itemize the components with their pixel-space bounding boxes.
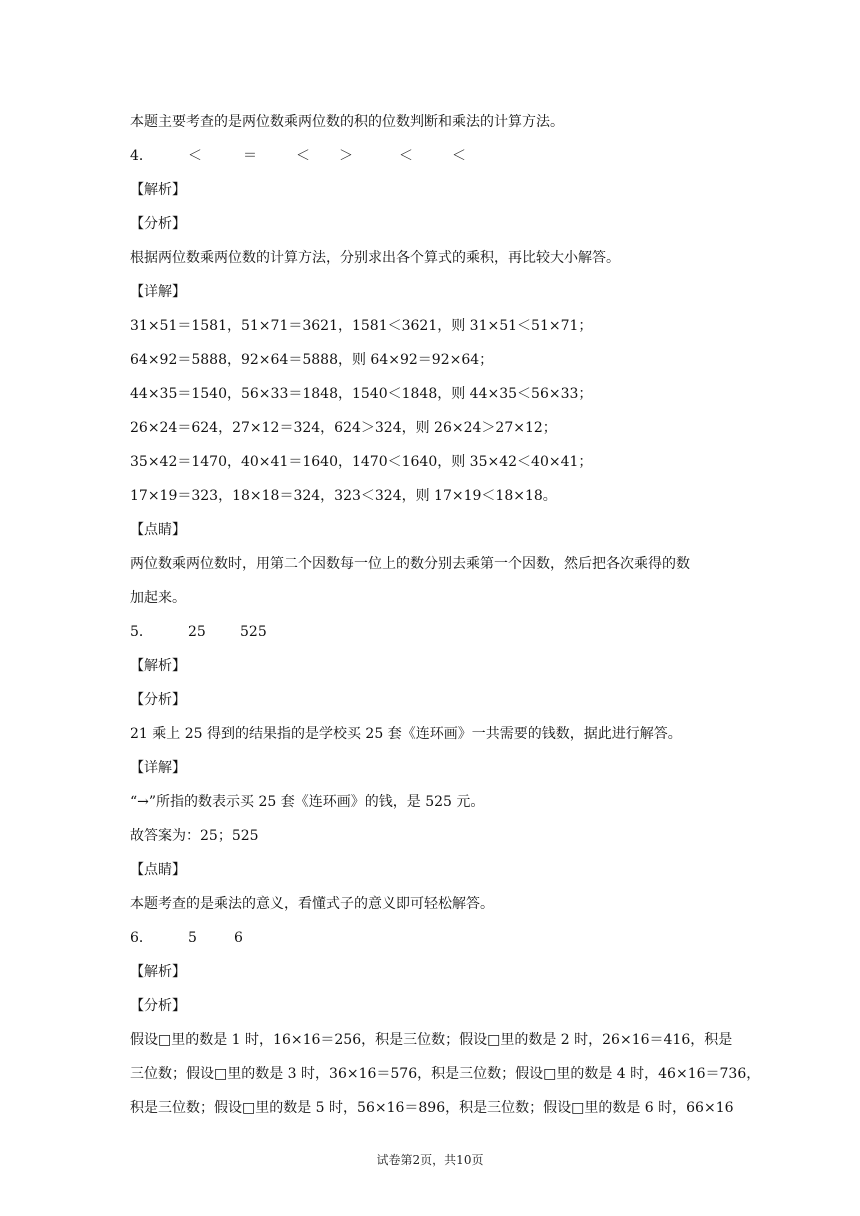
section-heading: 【详解】 (130, 760, 186, 776)
answer-value: 5 (188, 930, 197, 946)
answer-value: 6 (234, 930, 243, 946)
section-heading: 【解析】 (130, 964, 186, 980)
text-line: 故答案为：25；525 (130, 828, 259, 844)
text-line: 26×24＝624，27×12＝324，624＞324，则 26×24＞27×12； (130, 420, 557, 436)
text-line: 本题主要考查的是两位数乘两位数的积的位数判断和乘法的计算方法。 (130, 114, 564, 130)
answer-symbol: ＝ (243, 148, 257, 164)
answer-symbol: ＜ (188, 148, 202, 164)
text-line: 本题考查的是乘法的意义，看懂式子的意义即可轻松解答。 (130, 896, 494, 912)
answer-value: 525 (240, 624, 267, 640)
text-line: 64×92＝5888，92×64＝5888，则 64×92＝92×64； (130, 352, 494, 368)
question-6-answers (130, 928, 736, 948)
section-heading: 【分析】 (130, 998, 186, 1014)
answer-symbol: ＞ (339, 148, 353, 164)
text-line: “→”所指的数表示买 25 套《连环画》的钱，是 525 元。 (130, 794, 485, 810)
section-heading: 【解析】 (130, 182, 186, 198)
section-heading: 【解析】 (130, 658, 186, 674)
section-heading: 【点睛】 (130, 862, 186, 878)
question-5-answers (130, 622, 736, 642)
text-line: 31×51＝1581，51×71＝3621，1581＜3621，则 31×51＜51×71； (130, 318, 593, 334)
text-line: 44×35＝1540，56×33＝1848，1540＜1848，则 44×35＜56×33； (130, 386, 593, 402)
page-footer: 试卷第2页，共10页 (376, 1153, 484, 1167)
section-heading: 【详解】 (130, 284, 186, 300)
question-number: 6． (130, 930, 153, 946)
question-number: 5． (130, 624, 153, 640)
answer-value: 25 (188, 624, 206, 640)
text-line: 假设□里的数是 1 时，16×16＝256，积是三位数；假设□里的数是 2 时，26×16＝416，积是 (130, 1032, 733, 1048)
question-4-answers (130, 146, 736, 166)
text-line: 加起来。 (130, 590, 186, 606)
text-line: 根据两位数乘两位数的计算方法，分别求出各个算式的乘积，再比较大小解答。 (130, 250, 620, 266)
answer-symbol: ＜ (452, 148, 466, 164)
text-line: 三位数；假设□里的数是 3 时，36×16＝576，积是三位数；假设□里的数是 4 时，46×16＝736， (130, 1066, 761, 1082)
section-heading: 【点睛】 (130, 522, 186, 538)
section-heading: 【分析】 (130, 216, 186, 232)
text-line: 17×19＝323，18×18＝324，323＜324，则 17×19＜18×18。 (130, 488, 557, 504)
text-line: 积是三位数；假设□里的数是 5 时，56×16＝896，积是三位数；假设□里的数是 6 时，66×16 (130, 1100, 734, 1116)
section-heading: 【分析】 (130, 692, 186, 708)
answer-symbol: ＜ (399, 148, 413, 164)
text-line: 两位数乘两位数时，用第二个因数每一位上的数分别去乘第一个因数，然后把各次乘得的数 (130, 556, 690, 572)
text-line: 35×42＝1470，40×41＝1640，1470＜1640，则 35×42＜40×41； (130, 454, 593, 470)
text-line: 21 乘上 25 得到的结果指的是学校买 25 套《连环画》一共需要的钱数，据此进行解答。 (130, 726, 682, 742)
question-number: 4． (130, 148, 153, 164)
answer-symbol: ＜ (296, 148, 310, 164)
